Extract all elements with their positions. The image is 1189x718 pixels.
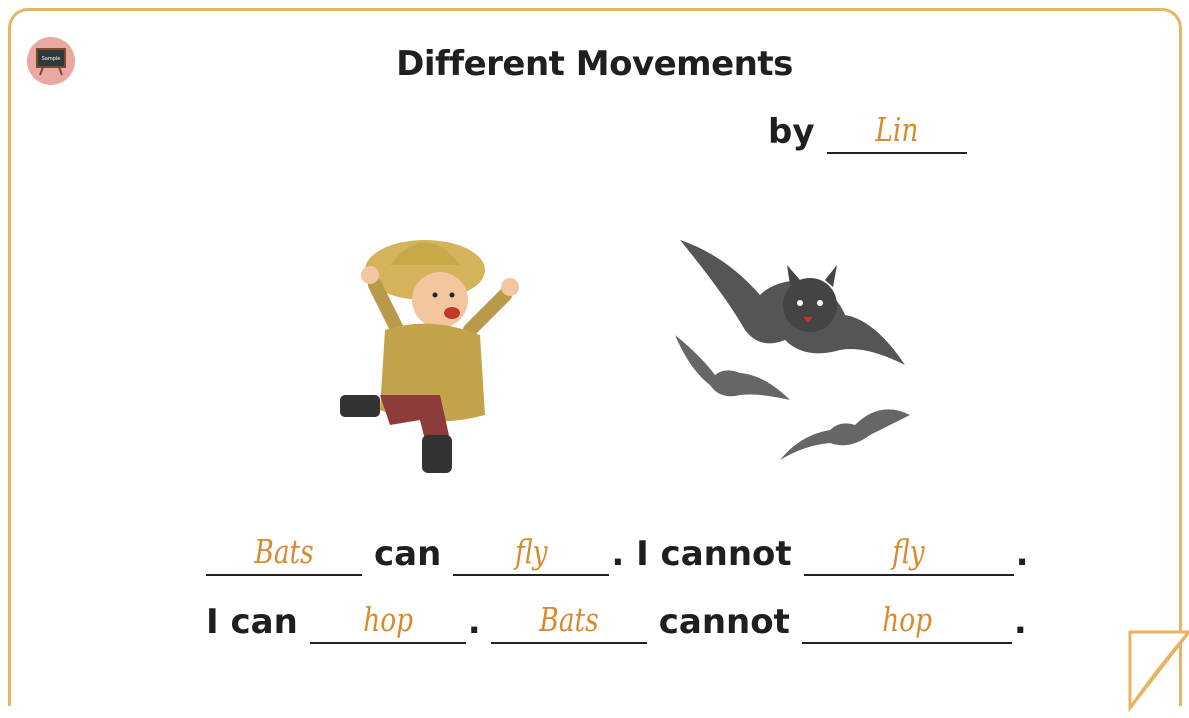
author-blank[interactable] (827, 108, 967, 154)
line2-answer-1: hop (362, 600, 413, 639)
line1-answer-1: Bats (254, 532, 314, 571)
line2-answer-3: hop (881, 600, 932, 639)
line2-word-i-can: I can (206, 602, 298, 642)
line2-word-cannot: cannot (658, 602, 790, 642)
line2-blank-2[interactable] (491, 598, 647, 644)
author-line (768, 108, 967, 154)
flying-bats-illustration (665, 235, 915, 470)
line2-period-2: . (1013, 602, 1027, 642)
line2-blank-3[interactable] (802, 598, 1012, 644)
page-curl-icon[interactable] (1128, 628, 1189, 718)
badge-text: Sample (41, 56, 61, 62)
author-name: Lin (875, 110, 919, 149)
line1-blank-1[interactable] (206, 530, 362, 576)
line1-blank-2[interactable] (453, 530, 609, 576)
line1-word-can: can (374, 534, 442, 574)
page-title: Different Movements (396, 44, 793, 84)
jumping-child-illustration (330, 225, 530, 485)
sentence-line-2 (206, 598, 1029, 644)
line1-period: . (1015, 534, 1029, 574)
line1-answer-3: fly (892, 532, 925, 571)
line2-blank-1[interactable] (310, 598, 466, 644)
line2-answer-2: Bats (539, 600, 599, 639)
sentence-line-1 (206, 530, 1031, 576)
line1-word-i-cannot: . I cannot (611, 534, 792, 574)
line1-blank-3[interactable] (804, 530, 1014, 576)
by-label: by (768, 112, 815, 152)
line1-answer-2: fly (515, 532, 548, 571)
line2-period-1: . (467, 602, 481, 642)
